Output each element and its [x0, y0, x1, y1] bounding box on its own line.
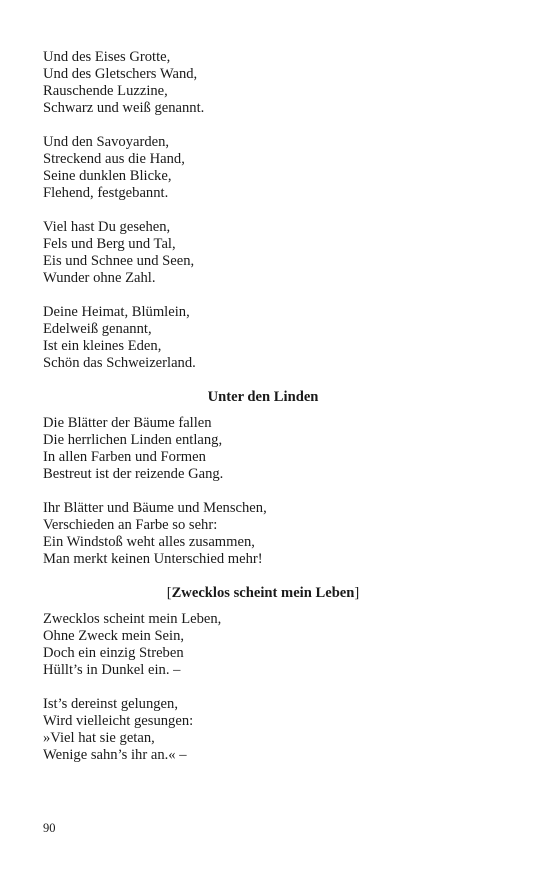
- stanza: [43, 304, 483, 372]
- verse-line: Wunder ohne Zahl.: [43, 270, 156, 286]
- verse-line: Schwarz und weiß genannt.: [43, 100, 205, 116]
- title-bracket-open: [: [166, 585, 172, 601]
- verse-line: Und des Eises Grotte,: [43, 49, 171, 65]
- verse-line: Fels und Berg und Tal,: [43, 236, 176, 252]
- verse-line: Man merkt keinen Unterschied mehr!: [43, 551, 263, 567]
- stanza: [43, 611, 483, 679]
- verse-line: Doch ein einzig Streben: [43, 645, 184, 661]
- verse-line: Zwecklos scheint mein Leben,: [43, 611, 222, 627]
- page-body: [43, 49, 483, 781]
- verse-line: Schön das Schweizerland.: [43, 355, 196, 371]
- verse-line: Die Blätter der Bäume fallen: [43, 415, 212, 431]
- verse-line: Ist’s dereinst gelungen,: [43, 696, 178, 712]
- stanza: [43, 134, 483, 202]
- verse-line: Und des Gletschers Wand,: [43, 66, 198, 82]
- verse-line: »Viel hat sie getan,: [43, 730, 155, 746]
- title-bracket-close: ]: [354, 585, 360, 601]
- poem-edelweiss-continuation: [43, 49, 483, 372]
- poem-zwecklos: [43, 585, 483, 764]
- verse-line: Ein Windstoß weht alles zusammen,: [43, 534, 255, 550]
- verse-line: Ohne Zweck mein Sein,: [43, 628, 185, 644]
- stanza: [43, 49, 483, 117]
- verse-line: Rauschende Luzzine,: [43, 83, 168, 99]
- poem-title: [43, 585, 483, 602]
- poem-title: Unter den Linden: [207, 389, 319, 405]
- verse-line: Wird vielleicht gesungen:: [43, 713, 194, 729]
- verse-line: Ihr Blätter und Bäume und Menschen,: [43, 500, 267, 516]
- verse-line: Ist ein kleines Eden,: [43, 338, 162, 354]
- verse-line: Deine Heimat, Blümlein,: [43, 304, 190, 320]
- stanza: [43, 219, 483, 287]
- verse-line: Streckend aus die Hand,: [43, 151, 185, 167]
- verse-line: Wenige sahn’s ihr an.« –: [43, 747, 187, 763]
- verse-line: In allen Farben und Formen: [43, 449, 206, 465]
- verse-line: Seine dunklen Blicke,: [43, 168, 172, 184]
- poem-title-text: Zwecklos scheint mein Leben: [171, 585, 355, 601]
- page-number: 90: [43, 821, 56, 835]
- poem-unter-den-linden: [43, 389, 483, 568]
- verse-line: Edelweiß genannt,: [43, 321, 152, 337]
- verse-line: Viel hast Du gesehen,: [43, 219, 171, 235]
- verse-line: Flehend, festgebannt.: [43, 185, 169, 201]
- verse-line: Hüllt’s in Dunkel ein. –: [43, 662, 181, 678]
- verse-line: Bestreut ist der reizende Gang.: [43, 466, 224, 482]
- stanza: [43, 500, 483, 568]
- stanza: [43, 415, 483, 483]
- verse-line: Die herrlichen Linden entlang,: [43, 432, 223, 448]
- stanza: [43, 696, 483, 764]
- verse-line: Und den Savoyarden,: [43, 134, 170, 150]
- verse-line: Verschieden an Farbe so sehr:: [43, 517, 218, 533]
- verse-line: Eis und Schnee und Seen,: [43, 253, 195, 269]
